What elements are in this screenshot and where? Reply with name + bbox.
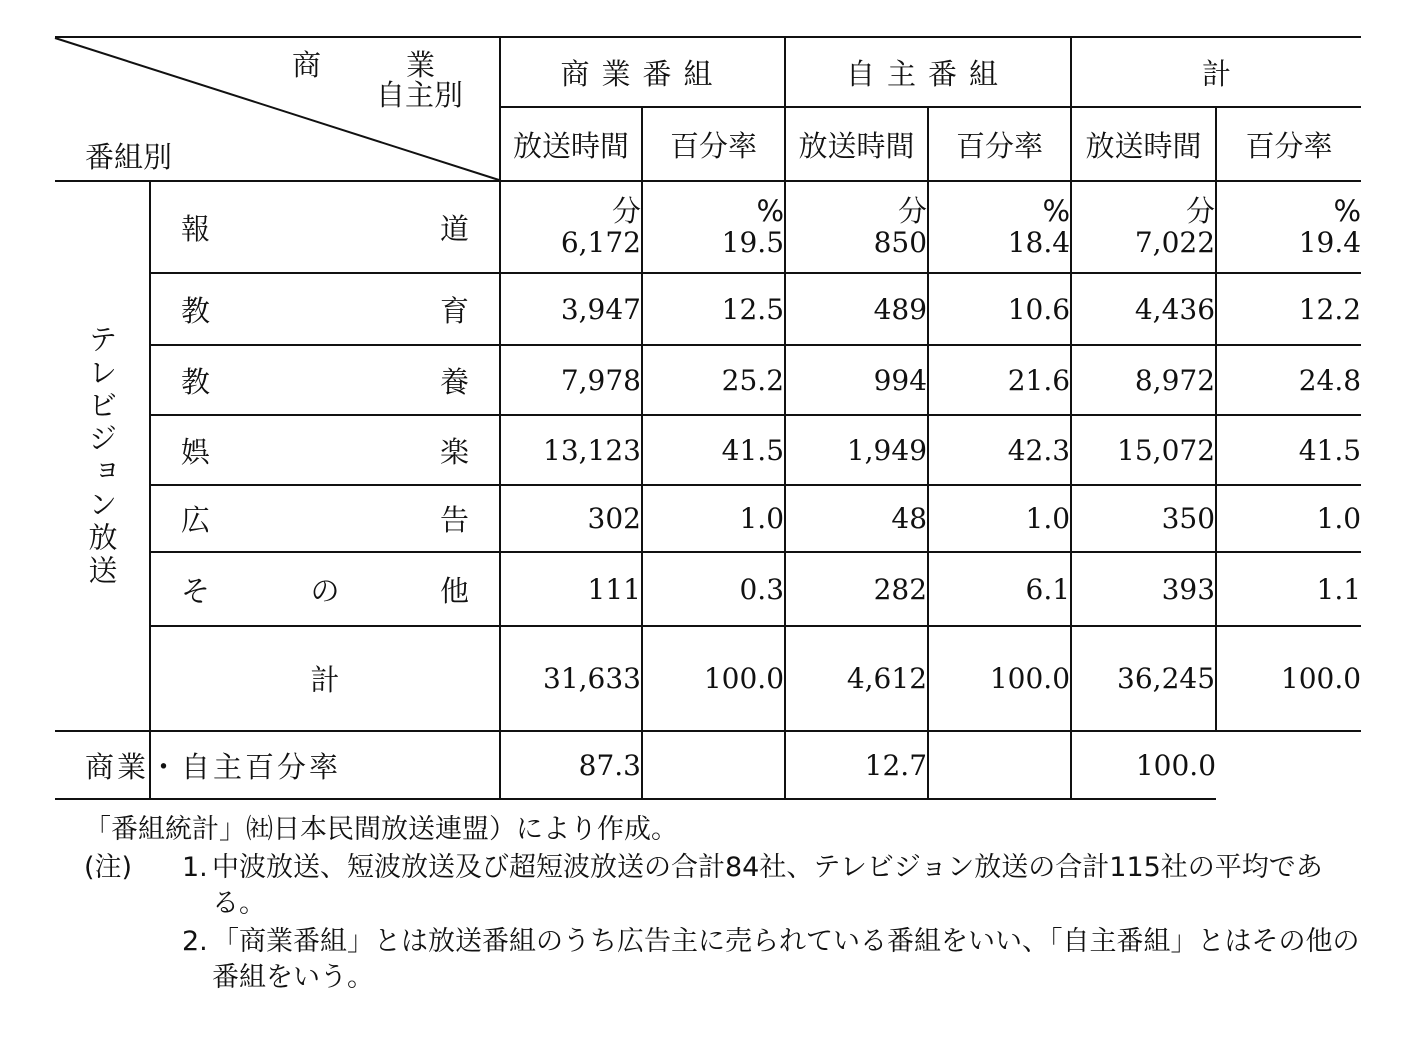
- share-value-cell: 87.3: [500, 731, 642, 799]
- unit-percent: %: [756, 194, 785, 228]
- value-cell: 1,949: [785, 415, 928, 485]
- category-char: 楽: [439, 434, 469, 469]
- share-row: [55, 731, 1361, 799]
- total-value-cell: 100.0: [1216, 626, 1361, 731]
- subheader-total-pct: 百分率: [1216, 107, 1361, 181]
- note-text: 「商業番組」とは放送番組のうち広告主に売られている番組をいい、「自主番組」とはその他の番組をいう。: [212, 926, 1360, 993]
- value-cell: 21.6: [928, 345, 1071, 415]
- value-cell: 1.0: [642, 485, 785, 552]
- share-label-cell: [55, 731, 342, 799]
- unit-minutes: 分: [1186, 194, 1216, 228]
- note-text: 中波放送、短波放送及び超短波放送の合計84社、テレビジョン放送の合計115社の平均である。: [212, 852, 1323, 919]
- value-cell: 4,436: [1071, 273, 1216, 345]
- unit-minutes: 分: [611, 194, 641, 228]
- value-cell: 0.3: [642, 552, 785, 626]
- value-cell: [928, 181, 1071, 273]
- value-cell: 994: [785, 345, 928, 415]
- subheader-autonomous-time: 放送時間: [785, 107, 928, 181]
- table-row: [55, 181, 1361, 273]
- corner-row-label: 番組別: [85, 140, 173, 174]
- corner-label-commercial: 商 業: [291, 48, 463, 82]
- value-cell: 393: [1071, 552, 1216, 626]
- value-text: 6,172: [560, 226, 641, 259]
- value-cell: [642, 181, 785, 273]
- value-cell: [785, 181, 928, 273]
- value-text: 19.4: [1298, 226, 1362, 259]
- unit-percent: %: [1042, 194, 1071, 228]
- total-value-cell: 100.0: [928, 626, 1071, 731]
- broadcast-time-table: [55, 36, 1361, 800]
- value-cell: 8,972: [1071, 345, 1216, 415]
- value-cell: 15,072: [1071, 415, 1216, 485]
- value-cell: 350: [1071, 485, 1216, 552]
- value-cell: 3,947: [500, 273, 642, 345]
- category-cell: [150, 552, 500, 626]
- total-label-cell: [150, 626, 500, 731]
- section-label-cell: [55, 181, 150, 731]
- value-cell: 302: [500, 485, 642, 552]
- category-cell: [150, 415, 500, 485]
- note-item: [182, 850, 1374, 922]
- value-cell: [500, 181, 642, 273]
- value-text: 19.5: [721, 226, 785, 259]
- category-cell: [150, 485, 500, 552]
- category-cell: [150, 345, 500, 415]
- share-value-cell: 12.7: [785, 731, 928, 799]
- total-label: 計: [310, 663, 340, 697]
- value-cell: 10.6: [928, 273, 1071, 345]
- value-cell: 6.1: [928, 552, 1071, 626]
- section-label-television: テレビジョン放送: [84, 324, 119, 588]
- value-text: 18.4: [1007, 226, 1071, 259]
- total-value-cell: 31,633: [500, 626, 642, 731]
- note-number: 1.: [182, 852, 208, 883]
- source-note: 「番組統計」㈳日本民間放送連盟）により作成。: [84, 814, 678, 845]
- total-value-cell: 4,612: [785, 626, 928, 731]
- note-number: 2.: [182, 926, 208, 957]
- group-header-commercial: 商業番組: [500, 37, 785, 107]
- value-cell: 1.0: [928, 485, 1071, 552]
- value-cell: 1.1: [1216, 552, 1361, 626]
- value-cell: 41.5: [1216, 415, 1361, 485]
- value-cell: 24.8: [1216, 345, 1361, 415]
- corner-column-label: [292, 50, 463, 110]
- share-value-cell: [642, 731, 785, 799]
- category-char: 養: [439, 364, 469, 399]
- value-cell: 282: [785, 552, 928, 626]
- share-value-cell: [928, 731, 1071, 799]
- note-item: [182, 924, 1374, 996]
- value-text: 850: [873, 226, 928, 259]
- value-cell: 13,123: [500, 415, 642, 485]
- total-row: [55, 626, 1361, 731]
- note-label: (注): [84, 852, 133, 883]
- table-row: [55, 415, 1361, 485]
- category-cell: [150, 273, 500, 345]
- category-cell: [150, 181, 500, 273]
- subheader-commercial-time: 放送時間: [500, 107, 642, 181]
- corner-header-cell: [55, 37, 500, 181]
- group-header-autonomous: 自主番組: [785, 37, 1071, 107]
- table-row: [55, 273, 1361, 345]
- value-cell: [1216, 181, 1361, 273]
- category-char: 告: [439, 503, 469, 537]
- value-cell: 7,978: [500, 345, 642, 415]
- corner-label-autonomy: 自主別: [375, 78, 463, 112]
- unit-minutes: 分: [898, 194, 928, 228]
- header-row-groups: [55, 37, 1361, 107]
- category-char: 報: [181, 211, 211, 246]
- category-char: 広: [181, 503, 211, 537]
- value-cell: 12.5: [642, 273, 785, 345]
- unit-percent: %: [1333, 194, 1362, 228]
- category-char: の: [310, 573, 340, 608]
- value-cell: [1071, 181, 1216, 273]
- group-header-total: 計: [1071, 37, 1361, 107]
- value-cell: 111: [500, 552, 642, 626]
- value-cell: 25.2: [642, 345, 785, 415]
- subheader-autonomous-pct: 百分率: [928, 107, 1071, 181]
- category-char: 育: [439, 293, 469, 328]
- value-cell: 41.5: [642, 415, 785, 485]
- table-row: [55, 485, 1361, 552]
- value-text: 7,022: [1134, 226, 1216, 259]
- value-cell: 48: [785, 485, 928, 552]
- share-value-cell: 100.0: [1071, 731, 1216, 799]
- category-char: 教: [181, 364, 211, 399]
- category-char: 道: [439, 211, 469, 246]
- value-cell: 42.3: [928, 415, 1071, 485]
- category-char: 他: [439, 573, 469, 608]
- total-value-cell: 100.0: [642, 626, 785, 731]
- share-label: 商業・自主百分率: [85, 749, 342, 784]
- total-value-cell: 36,245: [1071, 626, 1216, 731]
- category-char: そ: [181, 573, 211, 608]
- value-cell: 1.0: [1216, 485, 1361, 552]
- table-row: [55, 552, 1361, 626]
- value-cell: 12.2: [1216, 273, 1361, 345]
- category-char: 教: [181, 293, 211, 328]
- value-cell: 489: [785, 273, 928, 345]
- subheader-commercial-pct: 百分率: [642, 107, 785, 181]
- table-row: [55, 345, 1361, 415]
- category-char: 娯: [181, 434, 211, 469]
- table-notes: [84, 812, 1374, 998]
- subheader-total-time: 放送時間: [1071, 107, 1216, 181]
